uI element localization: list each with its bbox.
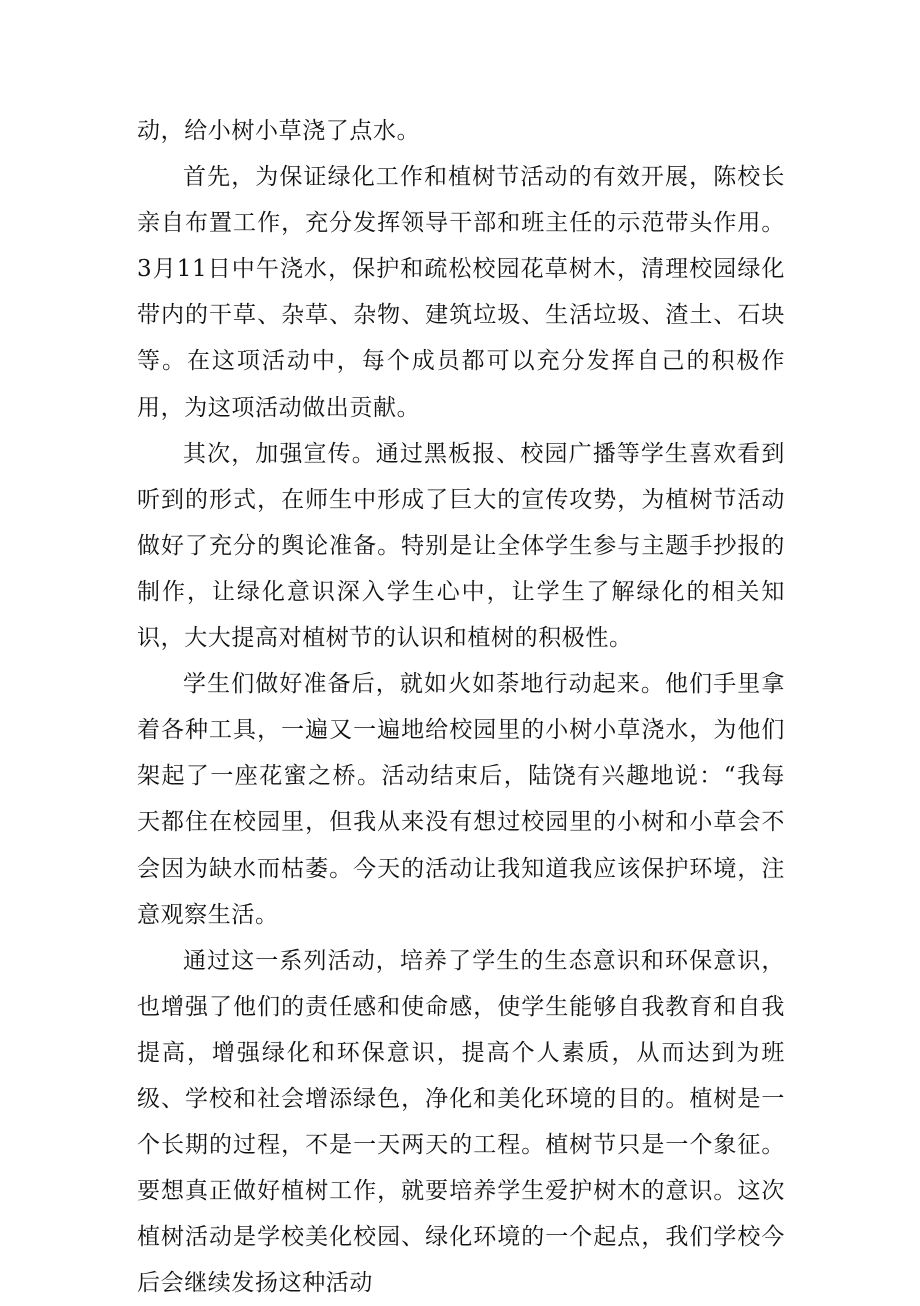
paragraph-summary: 通过这一系列活动，培养了学生的生态意识和环保意识，也增强了他们的责任感和使命感，使学生能够自我教育和自我提高，增强绿化和环保意识，提高个人素质，从而达到为班级、学校和社会增添绿色，净化和美化环境的目的。植树是一个长期的过程，不是一天两天的工程。植树节只是一个象征。要想真正做好植树工作，就要培养学生爱护树木的意识。这次植树活动是学校美化校园、绿化环境的一个起点，我们学校今后会继续发扬这种活动: [137, 947, 785, 1297]
paragraph-publicity: 其次，加强宣传。通过黑板报、校园广播等学生喜欢看到听到的形式，在师生中形成了巨大的宣传攻势，为植树节活动做好了充分的舆论准备。特别是让全体学生参与主题手抄报的制作，让绿化意识深入学生心中，让学生了解绿化的相关知识，大大提高对植树节的认识和植树的积极性。: [137, 440, 785, 652]
paragraph-organization: 首先，为保证绿化工作和植树节活动的有效开展，陈校长亲自布置工作，充分发挥领导干部和班主任的示范带头作用。3月11日中午浇水，保护和疏松校园花草树木，清理校园绿化带内的干草、杂草、杂物、建筑垃圾、生活垃圾、渣土、石块等。在这项活动中，每个成员都可以充分发挥自己的积极作用，为这项活动做出贡献。: [137, 164, 785, 421]
paragraph-continuation: 动，给小树小草浇了点水。: [137, 118, 421, 144]
paragraph-activity: 学生们做好准备后，就如火如荼地行动起来。他们手里拿着各种工具，一遍又一遍地给校园里的小树小草浇水，为他们架起了一座花蜜之桥。活动结束后，陆饶有兴趣地说：“我每天都住在校园里，但我从来没有想过校园里的小树和小草会不会因为缺水而枯萎。今天的活动让我知道我应该保护环境，注意观察生活。: [137, 671, 785, 928]
document-body: [137, 108, 785, 1306]
